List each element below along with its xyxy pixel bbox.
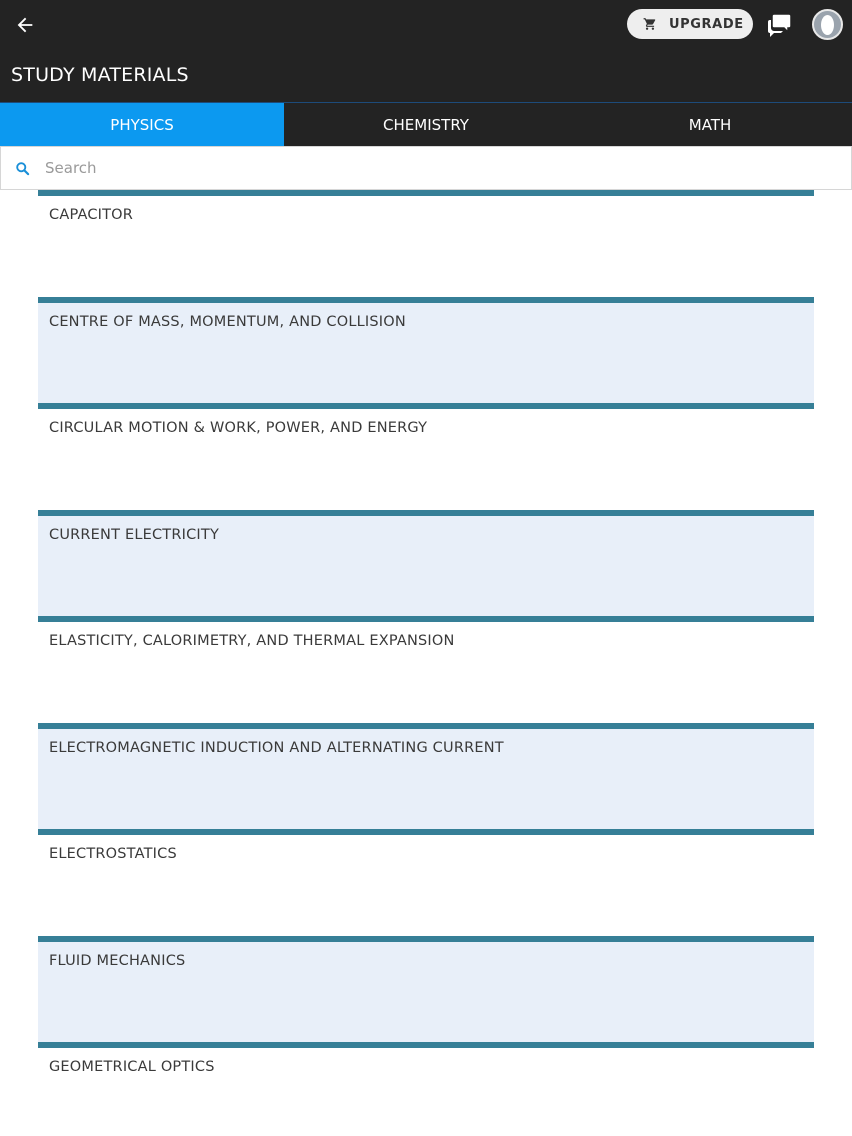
page-title: STUDY MATERIALS <box>11 64 189 86</box>
search-input[interactable] <box>45 159 745 177</box>
upgrade-label: UPGRADE <box>669 16 744 32</box>
cart-icon <box>643 17 657 31</box>
list-item[interactable] <box>38 829 814 936</box>
tab-physics[interactable]: PHYSICS <box>0 103 284 147</box>
topic-label: CAPACITOR <box>49 207 134 223</box>
arrow-left-icon <box>14 14 36 36</box>
topic-label: FLUID MECHANICS <box>49 952 186 969</box>
list-item[interactable] <box>38 510 814 617</box>
list-item[interactable] <box>38 190 814 297</box>
list-item[interactable] <box>38 723 814 830</box>
upgrade-button[interactable] <box>627 9 753 39</box>
user-avatar-icon <box>814 11 841 38</box>
topic-label: CENTRE OF MASS, MOMENTUM, AND COLLISION <box>49 313 406 330</box>
app-bar <box>0 0 852 102</box>
user-avatar[interactable] <box>812 9 843 40</box>
topic-label: ELASTICITY, CALORIMETRY, AND THERMAL EXPANSION <box>49 633 455 649</box>
search-bar <box>0 146 852 190</box>
back-button[interactable] <box>10 10 40 40</box>
list-item[interactable] <box>38 297 814 404</box>
search-icon <box>15 160 31 176</box>
topic-list <box>38 190 814 1136</box>
chat-button[interactable] <box>766 11 794 39</box>
topic-label: CIRCULAR MOTION & WORK, POWER, AND ENERGY <box>49 420 428 436</box>
list-item[interactable] <box>38 1042 814 1136</box>
list-item[interactable] <box>38 936 814 1043</box>
list-item[interactable] <box>38 616 814 723</box>
chat-bubbles-icon <box>766 11 794 39</box>
tab-chemistry[interactable]: CHEMISTRY <box>383 116 469 134</box>
list-item[interactable] <box>38 403 814 510</box>
topic-label: GEOMETRICAL OPTICS <box>49 1059 215 1075</box>
topic-label: CURRENT ELECTRICITY <box>49 526 220 543</box>
subject-tabs <box>0 102 852 146</box>
tab-math[interactable]: MATH <box>688 116 732 134</box>
topic-label: ELECTROMAGNETIC INDUCTION AND ALTERNATING CURRENT <box>49 739 504 756</box>
topic-label: ELECTROSTATICS <box>49 846 177 862</box>
